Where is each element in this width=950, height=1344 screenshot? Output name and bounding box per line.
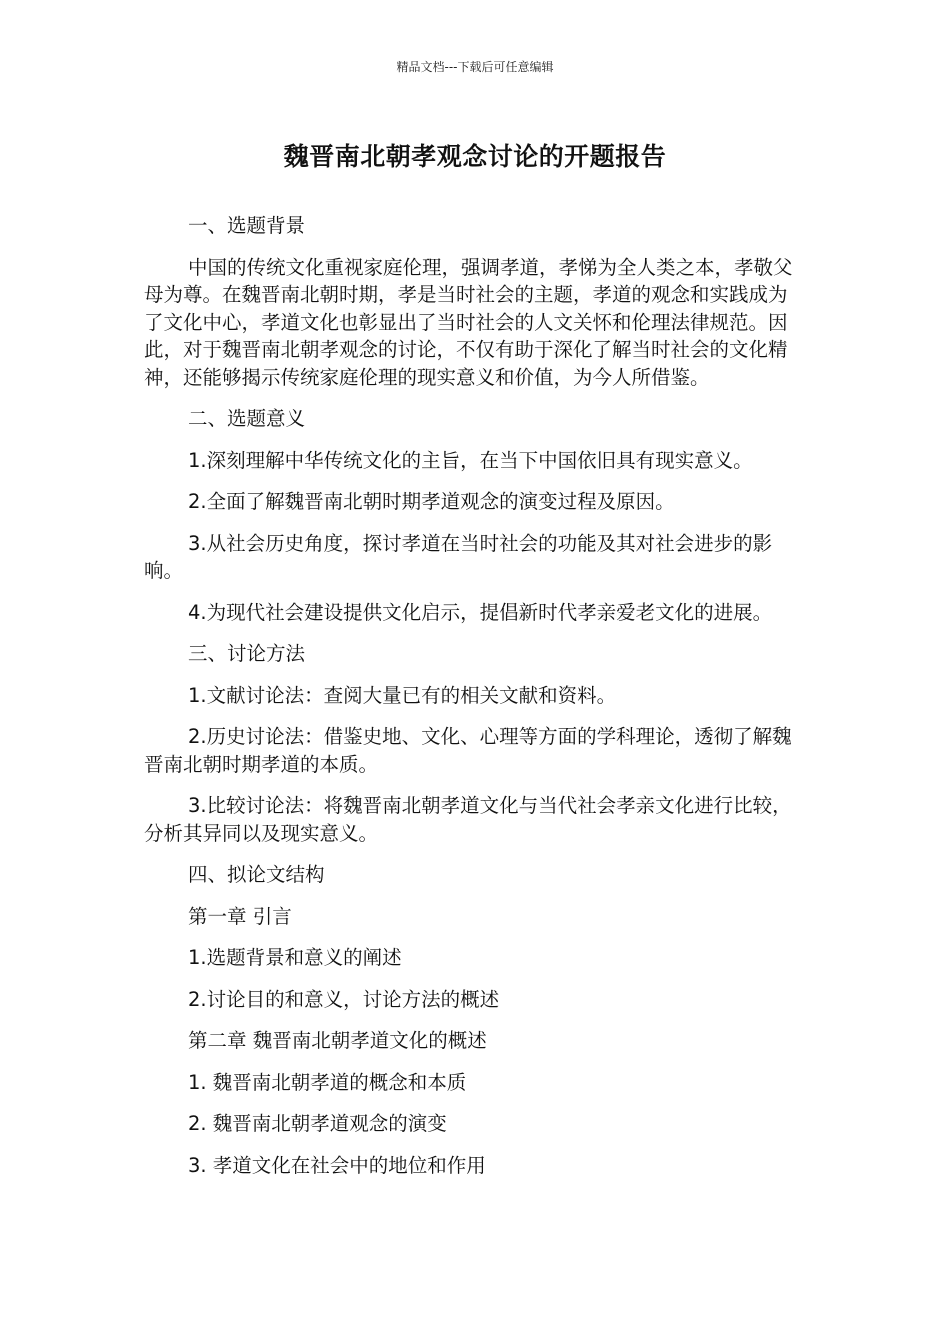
list-item: 3.从社会历史角度，探讨孝道在当时社会的功能及其对社会进步的影响。 (144, 531, 773, 582)
paragraph: 中国的传统文化重视家庭伦理，强调孝道，孝悌为全人类之本，孝敬父母为尊。在魏晋南北朝时期，孝是当时社会的主题，孝道的观念和实践成为了文化中心，孝道文化也彰显出了当时社会的人文关怀和伦理法律规范。因此，对于魏晋南北朝孝观念的讨论，不仅有助于深化了解当时社会的文化精神，还能够揭示传统家庭伦理的现实意义和价值，为今人所借鉴。 (144, 255, 793, 389)
list-item: 1.选题背景和意义的阐述 (188, 946, 402, 969)
document-body (144, 212, 794, 1193)
list-item: 1.深刻理解中华传统文化的主旨，在当下中国依旧具有现实意义。 (188, 448, 753, 472)
list-item: 1.文献讨论法：查阅大量已有的相关文献和资料。 (188, 683, 617, 707)
document-title: 魏晋南北朝孝观念讨论的开题报告 (283, 142, 667, 171)
list-item: 3. 孝道文化在社会中的地位和作用 (188, 1153, 486, 1177)
list-item: 4.为现代社会建设提供文化启示，提倡新时代孝亲爱老文化的进展。 (188, 600, 773, 624)
section-heading: 一、选题背景 (188, 214, 306, 237)
chapter-heading: 第二章 魏晋南北朝孝道文化的概述 (188, 1029, 487, 1052)
list-item: 2.历史讨论法：借鉴史地、文化、心理等方面的学科理论，透彻了解魏晋南北朝时期孝道的本质。 (144, 725, 792, 776)
section-heading: 二、选题意义 (188, 407, 306, 430)
list-item: 1. 魏晋南北朝孝道的概念和本质 (188, 1070, 467, 1094)
list-item: 2.全面了解魏晋南北朝时期孝道观念的演变过程及原因。 (188, 490, 675, 513)
list-item: 2. 魏晋南北朝孝道观念的演变 (188, 1112, 447, 1135)
chapter-heading: 第一章 引言 (188, 904, 292, 928)
page-header: 精品文档---下载后可任意编辑 (396, 60, 554, 74)
section-heading: 三、讨论方法 (188, 642, 306, 665)
list-item: 2.讨论目的和意义，讨论方法的概述 (188, 987, 500, 1011)
section-heading: 四、拟论文结构 (188, 863, 325, 886)
list-item: 3.比较讨论法：将魏晋南北朝孝道文化与当代社会孝亲文化进行比较，分析其异同以及现实意义。 (144, 794, 792, 845)
